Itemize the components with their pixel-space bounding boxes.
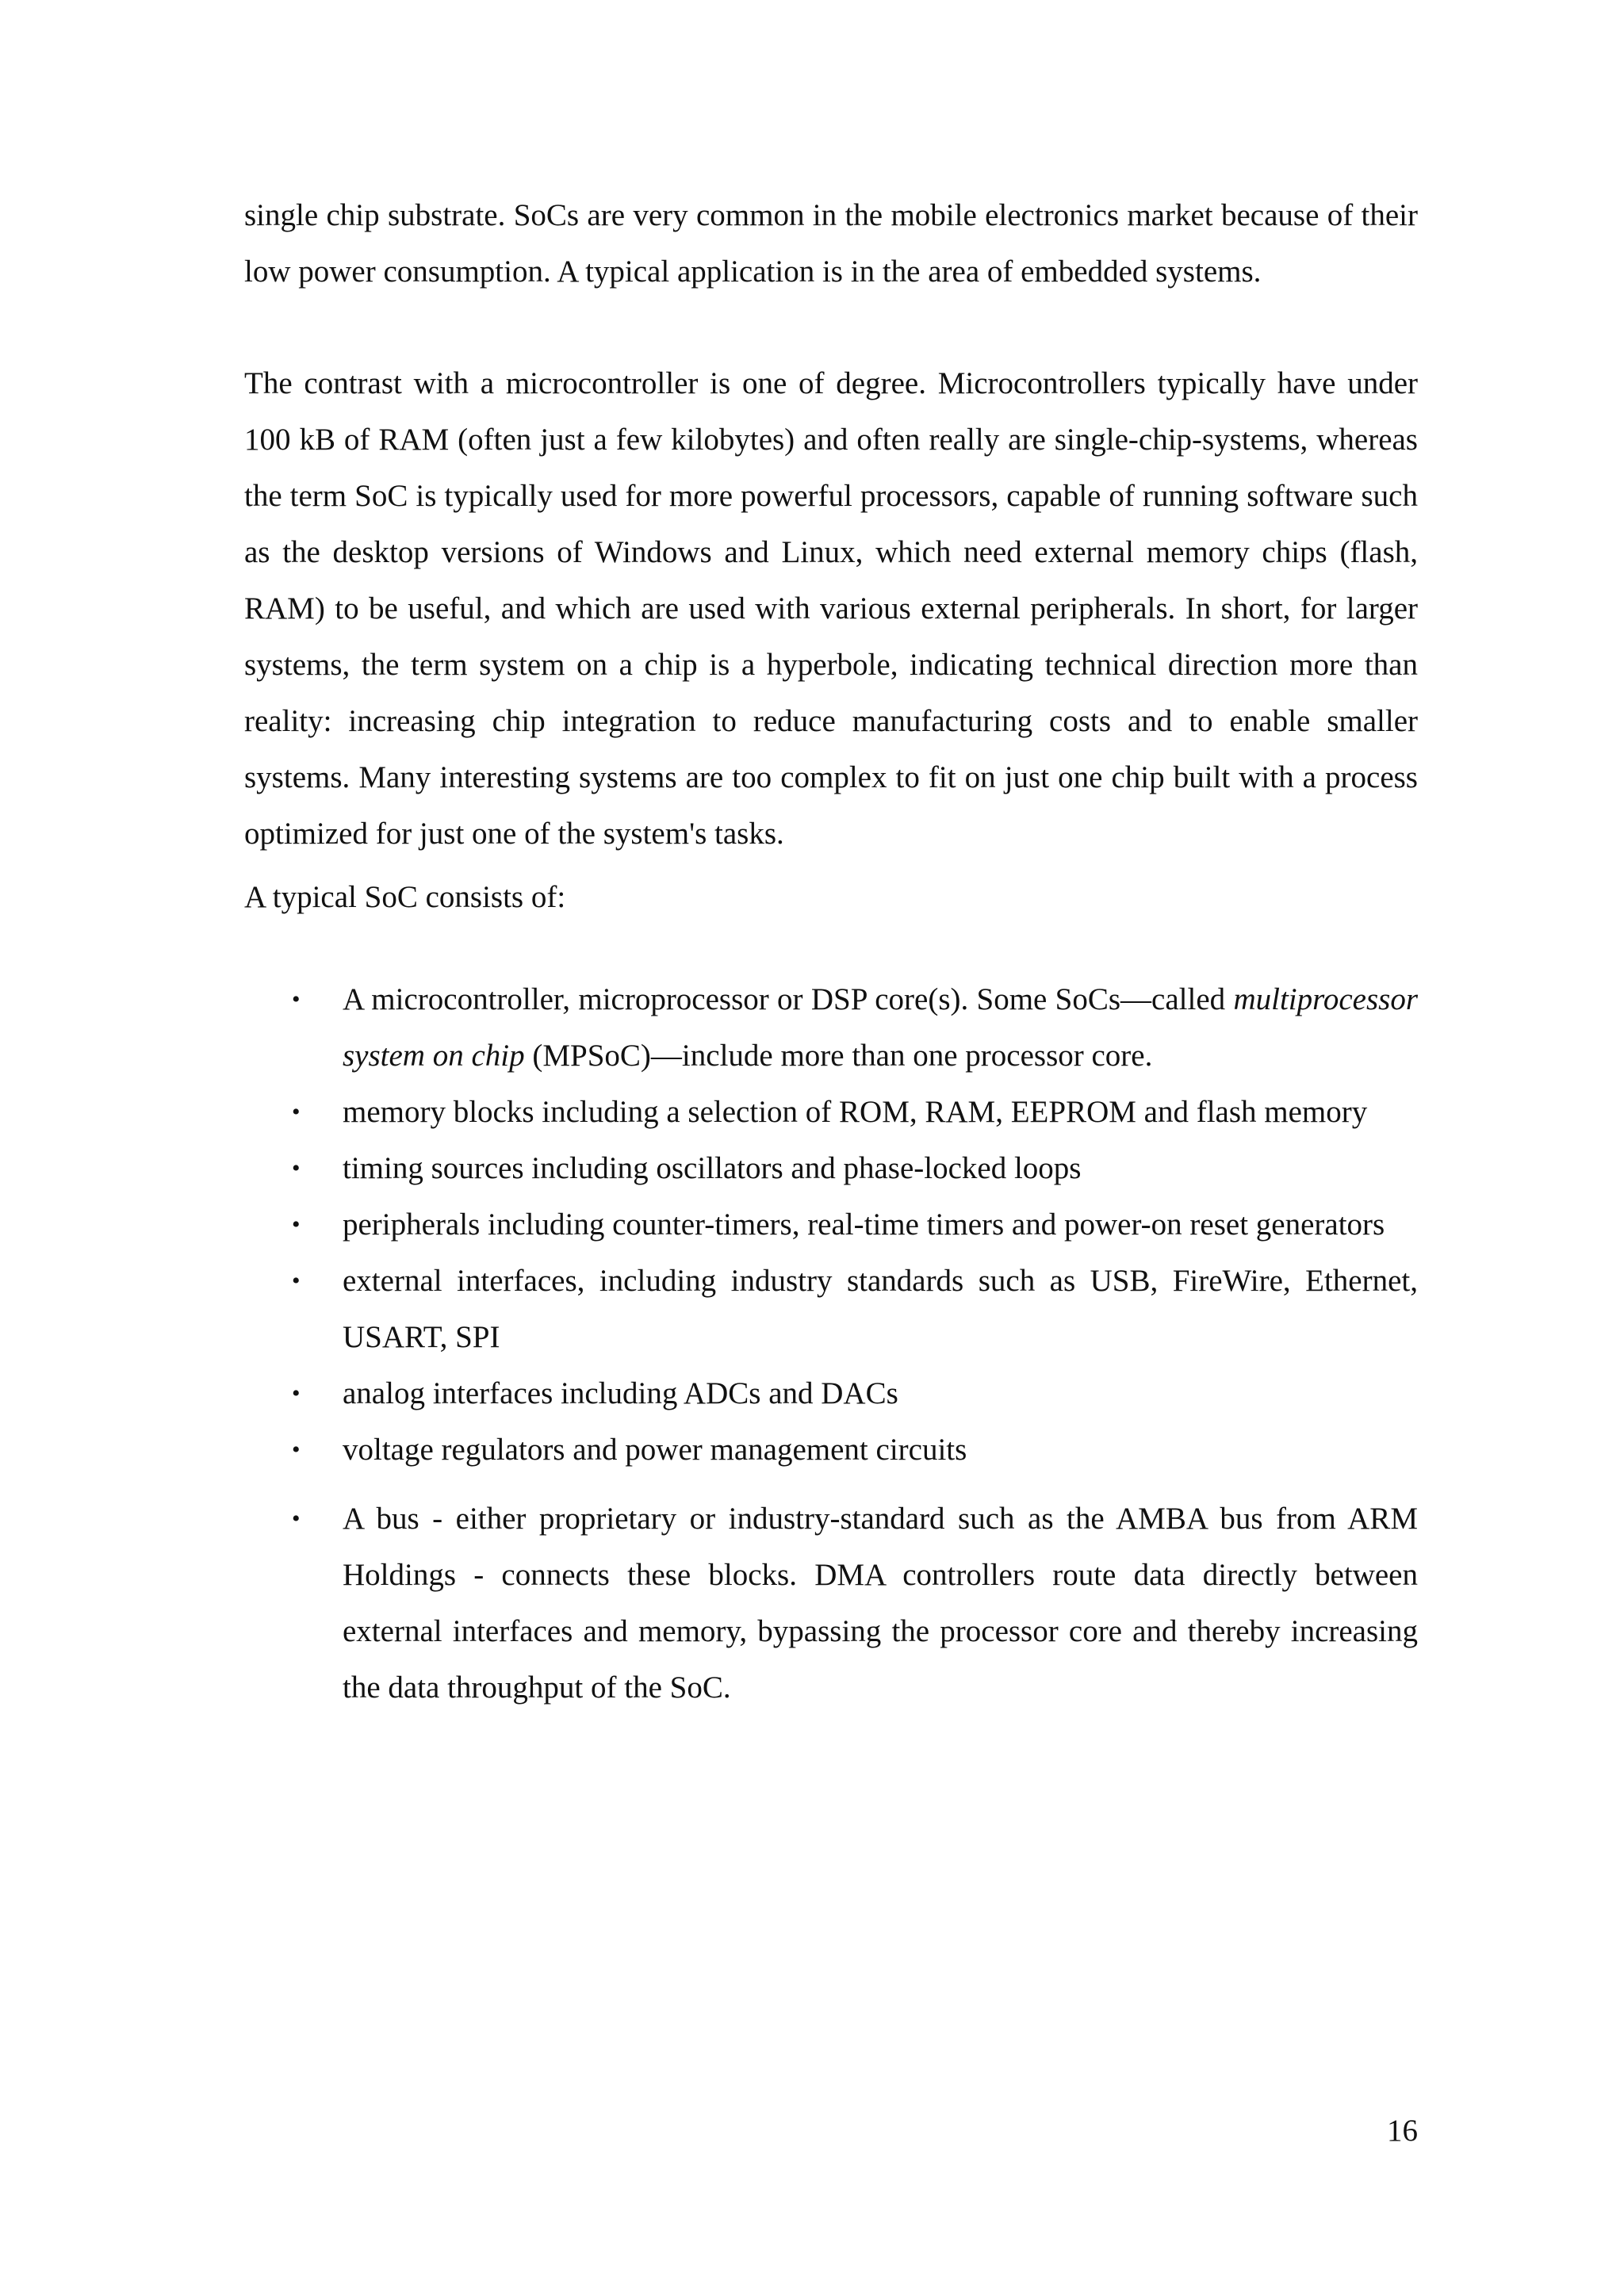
list-item-italic-term: multiprocessor system on chip [343,982,1418,1073]
bullet-icon: • [292,1437,301,1463]
bullet-icon: • [292,1268,301,1294]
list-item [244,1140,1418,1196]
bullet-icon: • [292,1211,301,1238]
soc-components-list [244,971,1418,1716]
list-item-text: A bus - either proprietary or industry-standard such as the AMBA bus from ARM Holdings - connects these blocks. DMA controllers route data directly between external interfaces and memory, bypassing the processor core and thereby increasing the data throughput of the SoC. [343,1502,1418,1705]
list-item [244,1196,1418,1253]
bullet-icon: • [292,986,301,1012]
list-item [244,971,1418,1084]
bullet-icon: • [292,1155,301,1181]
list-item-text: voltage regulators and power management circuits [343,1433,967,1467]
bullet-icon: • [292,1380,301,1406]
page-number: 16 [1387,2114,1418,2148]
paragraph-microcontroller-contrast: The contrast with a microcontroller is one of degree. Microcontrollers typically have under 100 kB of RAM (often just a few kilobytes) and often really are single-chip-systems, whereas the term SoC is typically used for more powerful processors, capable of running software such as the desktop versions of Windows and Linux, which need external memory chips (flash, RAM) to be useful, and which are used with various external peripherals. In short, for larger systems, the term system on a chip is a hyperbole, indicating technical direction more than reality: increasing chip integration to reduce manufacturing costs and to enable smaller systems. Many interesting systems are too complex to fit on just one chip built with a process optimized for just one of the system's tasks. [244,366,1418,851]
bullet-icon: • [292,1099,301,1125]
paragraph-intro: single chip substrate. SoCs are very common in the mobile electronics market because of their low power consumption. A typical application is in the area of embedded systems. [244,198,1418,289]
list-item [244,1490,1418,1716]
list-item-text: A microcontroller, microprocessor or DSP core(s). Some SoCs—called multiprocessor system on chip (MPSoC)—include more than one processor core. [343,982,1418,1073]
list-item [244,1084,1418,1140]
list-item-text: timing sources including oscillators and phase-locked loops [343,1151,1082,1185]
paragraph-soc-consists-of: A typical SoC consists of: [244,880,566,914]
list-item [244,1365,1418,1422]
list-item-text: analog interfaces including ADCs and DACs [343,1376,898,1410]
list-item [244,1422,1418,1478]
list-item-text: peripherals including counter-timers, real-time timers and power-on reset generators [343,1207,1385,1242]
list-item-text: memory blocks including a selection of ROM, RAM, EEPROM and flash memory [343,1095,1368,1129]
list-item-text: external interfaces, including industry standards such as USB, FireWire, Ethernet, USART, SPI [343,1264,1418,1354]
list-item [244,1253,1418,1365]
bullet-icon: • [292,1506,301,1532]
